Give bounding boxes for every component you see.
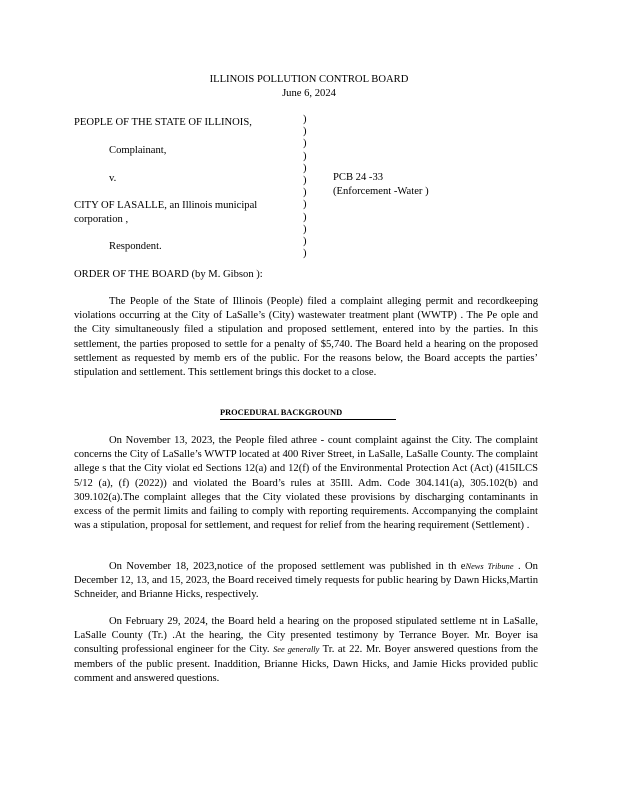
- complainant-label: Complainant,: [109, 145, 167, 156]
- case-number: PCB 24 -33: [333, 172, 384, 183]
- notice-text-end: . On December 12, 13, and 15, 2023, the Board received timely requests for public hearing by Dawn Hicks,Martin Schneider, and Brianne Hicks, respectively.: [74, 561, 538, 601]
- paragraph-notice: [74, 560, 538, 603]
- notice-text-start: On November 18, 2023,notice of the proposed settlement was published in th e: [109, 561, 466, 572]
- case-type: (Enforcement -Water ): [333, 186, 429, 197]
- paragraph-complaint: On November 13, 2023, the People filed athree - count complaint against the City. The complaint concerns the City of LaSalle’s WWTP located at 400 River Street, in LaSalle, LaSalle County. The complaint allege s that the City violat ed Sections 12(a) and 12(f) of the Environmental Protection Act (Act) (415ILCS 5/12 (a), (f) (2022)) and violated the Board’s rules at 35Ill. Adm. Code 304.141(a), 305.102(b) and 309.102(a).The complaint alleges that the City violated these provisions by discharging contaminants in excess of the permit limits and failing to comply with reporting requirements. Accompanying the complaint was a stipulation, proposal for settlement, and request for relief from the hearing requirement (Settlement) .: [74, 435, 538, 532]
- section-heading-procedural-background: [220, 408, 342, 417]
- caption-parentheses: ) ) ) ) ) ) ) ) ) ) ) ): [303, 114, 307, 260]
- order-date: June 6, 2024: [282, 88, 336, 99]
- paragraph-intro: The People of the State of Illinois (People) filed a complaint alleging permit and recordkeeping violations occurring at the City of LaSalle’s (City) wastewater treatment plant (WWTP) . The Pe ople and the City simultaneously filed a stipulation and proposed settlement, entered into by the parties. In this settlement, the parties proposed to settle for a penalty of $5,740. The Board held a hearing on the proposed settlement as requested by memb ers of the public. For the reasons below, the Board accepts the parties’ stipulation and settlement. This settlement brings this docket to a close.: [74, 296, 538, 379]
- section-heading-text: PROCEDURAL BACKGROUND: [220, 408, 343, 417]
- versus-label: v.: [109, 173, 117, 184]
- hearing-text-start: On February 29, 2024, the Board held a hearing on the proposed stipulated settleme nt in LaSalle, LaSalle County (Tr.) .At the hearing, the City presented testimony by Terrance Boyer. Mr. Boyer isa consulting professional engineer for the City.: [74, 616, 538, 656]
- paragraph-hearing: [74, 615, 538, 686]
- agency-title: ILLINOIS POLLUTION CONTROL BOARD: [209, 74, 409, 85]
- defendant-name: CITY OF LASALLE, an Illinois municipal: [74, 200, 258, 211]
- plaintiff-name: PEOPLE OF THE STATE OF ILLINOIS,: [74, 117, 252, 128]
- order-title: ORDER OF THE BOARD (by M. Gibson ):: [74, 269, 263, 280]
- heading-underline: [220, 419, 396, 420]
- respondent-label: Respondent.: [109, 241, 162, 252]
- citation-signal: See generally: [273, 645, 320, 655]
- defendant-description: corporation ,: [74, 214, 129, 225]
- hearing-text-end: Tr. at 22. Mr. Boyer answered questions from the members of the public present. Inaddition, Brianne Hicks, Dawn Hicks, and Jamie Hicks provided public comment and answered questions.: [74, 644, 538, 684]
- newspaper-name: News Tribune: [465, 562, 514, 571]
